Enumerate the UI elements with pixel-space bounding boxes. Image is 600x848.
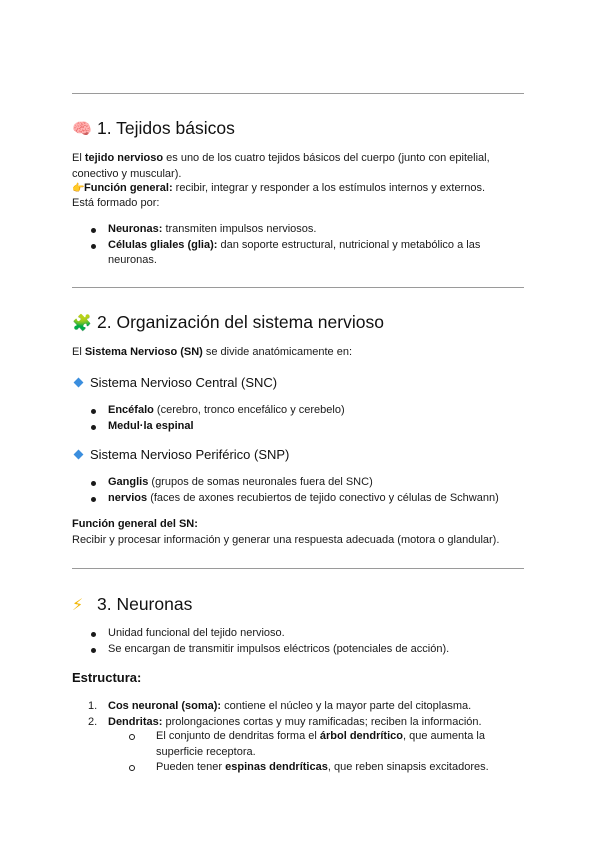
- function-sn-text: Recibir y procesar información y generar una respuesta adecuada (motora o glandular).: [72, 534, 500, 546]
- list-item: Medul·la espinal: [72, 419, 524, 435]
- list-item: Neuronas: transmiten impulsos nerviosos.: [72, 222, 524, 238]
- list-item: nervios (faces de axones recubiertos de tejido conectivo y células de Schwann): [72, 491, 524, 507]
- list-item: 2. Dendritas: prolongaciones cortas y muy ramificadas; reciben la información.: [88, 715, 482, 728]
- list-item: 1. Cos neuronal (soma): contiene el núcleo y la mayor parte del citoplasma.: [88, 700, 472, 712]
- formed-by-text: Está formado por:: [72, 197, 160, 209]
- estructura-list: [72, 699, 524, 730]
- brain-icon: 🧠: [72, 121, 92, 138]
- function-paragraph: 👉Función general: recibir, integrar y responder a los estímulos internos y externos.: [72, 181, 524, 197]
- section-3-heading: ⚡ 3. Neuronas: [72, 593, 192, 617]
- list-item: Células gliales (glia): dan soporte estructural, nutricional y metabólico a las neuronas.: [72, 238, 524, 269]
- section-1-heading: 🧠 1. Tejidos básicos: [72, 117, 235, 141]
- section-2-heading: 🧩 2. Organización del sistema nervioso: [72, 311, 384, 335]
- dendritas-sublist: [72, 729, 524, 776]
- pointing-hand-icon: 👉: [72, 183, 85, 194]
- section-3-list: [72, 626, 524, 657]
- section-2-intro: El Sistema Nervioso (SN) se divide anatómicamente en:: [72, 346, 353, 358]
- function-sn-title: Función general del SN:: [72, 518, 198, 530]
- estructura-heading: Estructura:: [72, 670, 142, 685]
- list-item: Encéfalo (cerebro, tronco encefálico y cerebelo): [72, 403, 524, 419]
- divider: [72, 568, 524, 569]
- list-item: Unidad funcional del tejido nervioso.: [72, 626, 524, 642]
- list-item: Ganglis (grupos de somas neuronales fuera del SNC): [72, 475, 524, 491]
- section-1-list: [72, 222, 524, 269]
- snc-heading: Sistema Nervioso Central (SNC): [72, 374, 277, 392]
- diamond-icon: [74, 450, 84, 460]
- divider: [72, 93, 524, 94]
- list-item: Pueden tener espinas dendríticas, que reben sinapsis excitadores.: [72, 760, 524, 776]
- lightning-icon: ⚡: [72, 597, 84, 614]
- snp-list: [72, 475, 524, 506]
- section-1-paragraph: El tejido nervioso es uno de los cuatro tejidos básicos del cuerpo (junto con epitelial, conectivo y muscular).: [72, 152, 490, 180]
- divider: [72, 287, 524, 288]
- list-item: El conjunto de dendritas forma el árbol dendrítico, que aumenta la superficie receptora.: [72, 729, 524, 760]
- diamond-icon: [74, 378, 84, 388]
- snp-heading: Sistema Nervioso Periférico (SNP): [72, 446, 289, 464]
- list-item: Se encargan de transmitir impulsos eléctricos (potenciales de acción).: [72, 642, 524, 658]
- puzzle-icon: 🧩: [72, 315, 92, 332]
- snc-list: [72, 403, 524, 434]
